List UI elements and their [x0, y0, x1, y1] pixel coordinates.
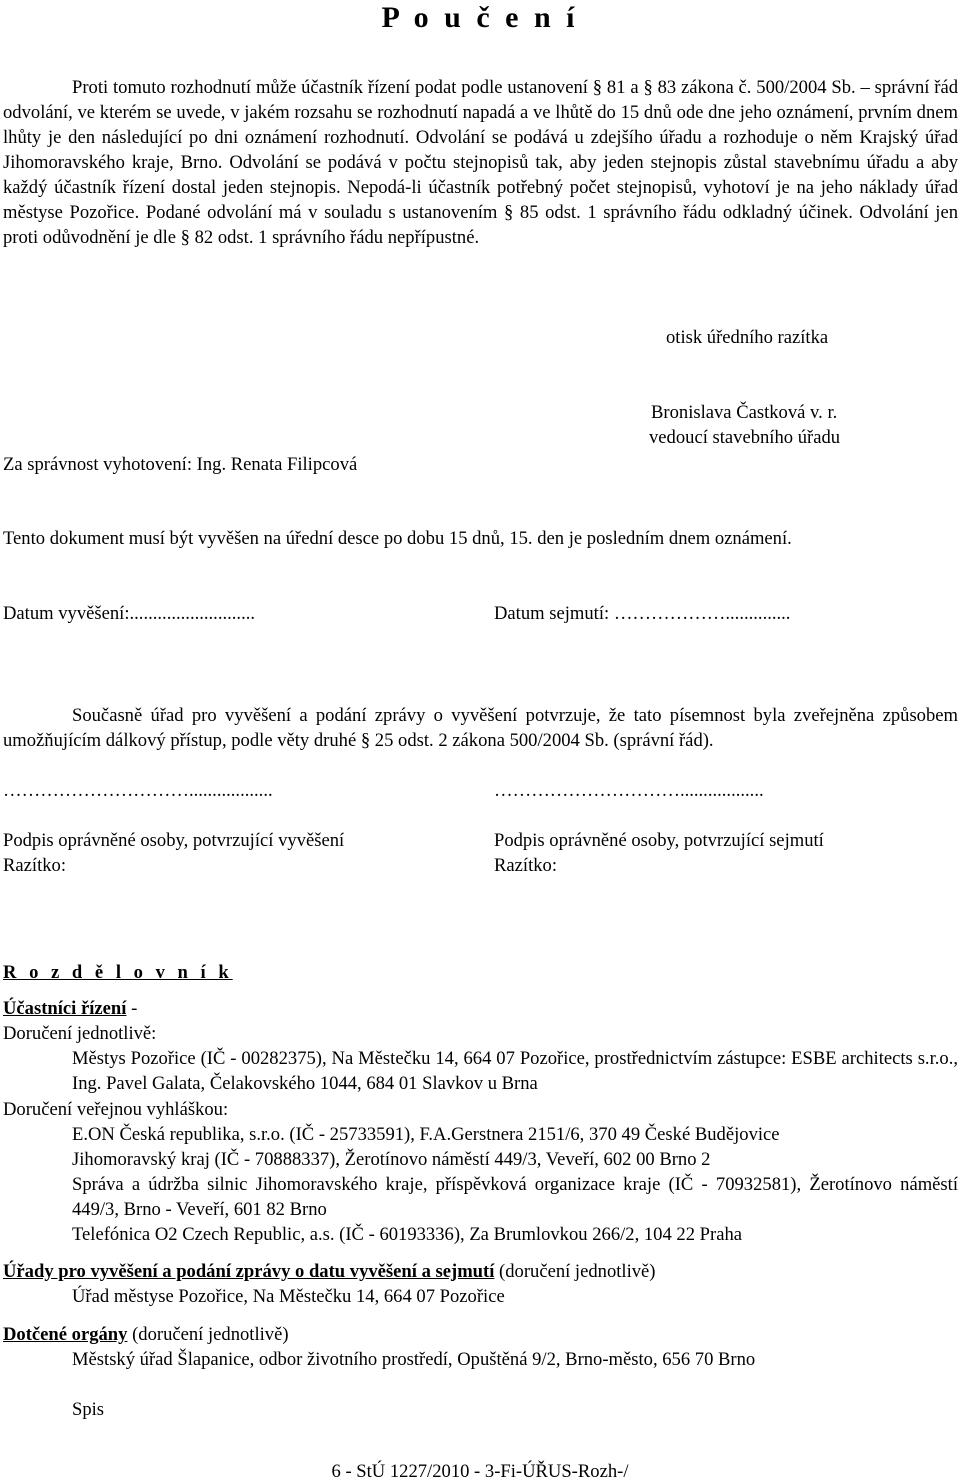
stamp-label-right: Razítko:	[494, 855, 557, 876]
page-footer: 6 - StÚ 1227/2010 - 3-Fi-ÚŘUS-Rozh-/	[331, 1461, 629, 1482]
signature-dots-right: …………………………..................	[494, 780, 764, 801]
public-recipient: Správa a údržba silnic Jihomoravského kraje, příspěvková organizace kraje (IČ - 70932581), Žerotínovo náměstí 449/3, Brno - Veveří, 601 82 Brno	[72, 1174, 958, 1220]
page-title: P o u č e n í	[381, 1, 579, 34]
file-copy: Spis	[72, 1399, 105, 1420]
offices-note: (doručení jednotlivě)	[494, 1261, 656, 1282]
public-recipient: E.ON Česká republika, s.r.o. (IČ - 25733591), F.A.Gerstnera 2151/6, 370 49 České Budějovice	[72, 1124, 780, 1145]
offices-heading-line	[3, 1259, 655, 1284]
stamp-label-left: Razítko:	[3, 855, 66, 876]
removed-date-field: Datum sejmutí: ………………..............	[494, 603, 791, 624]
confirmation-block	[3, 703, 958, 753]
offices-heading: Úřady pro vyvěšení a podání zprávy o datu vyvěšení a sejmutí	[3, 1261, 495, 1282]
public-recipient: Jihomoravský kraj (IČ - 70888337), Žerotínovo náměstí 449/3, Veveří, 602 00 Brno 2	[72, 1149, 711, 1170]
individual-recipient: Městys Pozořice (IČ - 00282375), Na Městečku 14, 664 07 Pozořice, prostřednictvím zástupce: ESBE architects s.r.o., Ing. Pavel Galata, Čelakovského 1044, 684 01 Slavkov u Brna	[72, 1048, 958, 1094]
authorities-heading-line	[3, 1322, 289, 1347]
public-recipient: Telefónica O2 Czech Republic, a.s. (IČ - 60193336), Za Brumlovkou 266/2, 104 22 Praha	[72, 1224, 742, 1245]
public-delivery-label: Doručení veřejnou vyhláškou:	[3, 1099, 229, 1120]
individual-delivery-label: Doručení jednotlivě:	[3, 1023, 157, 1044]
participants-suffix: -	[126, 998, 138, 1019]
distribution-heading: R o z d ě l o v n í k	[3, 962, 233, 983]
signature-dots-left: …………………………..................	[3, 780, 273, 801]
correctness-line: Za správnost vyhotovení: Ing. Renata Filipcová	[3, 454, 358, 475]
signatory-role: vedoucí stavebního úřadu	[649, 427, 841, 448]
posted-date-field: Datum vyvěšení:...........................	[3, 603, 256, 624]
authorities-note: (doručení jednotlivě)	[127, 1324, 289, 1345]
notice-board-text: Tento dokument musí být vyvěšen na úřední desce po dobu 15 dnů, 15. den je posledním dnem oznámení.	[3, 528, 792, 549]
stamp-label: otisk úředního razítka	[666, 327, 829, 348]
appeal-paragraph: Proti tomuto rozhodnutí může účastník řízení podat podle ustanovení § 81 a § 83 zákona č. 500/2004 Sb. – správní řád odvolání, ve kterém se uvede, v jakém rozsahu se rozhodnutí napadá a ve lhůtě do 15 dnů ode dne jeho oznámení, prvním dnem lhůty je den následující po dni oznámení rozhodnutí. Odvolání se podává u zdejšího úřadu a rozhoduje o něm Krajský úřad Jihomoravského kraje, Brno. Odvolání se podává v počtu stejnopisů tak, aby jeden stejnopis zůstal stavebnímu úřadu a aby každý účastník řízení dostal jeden stejnopis. Nepodá-li účastník potřebný počet stejnopisů, vyhotoví je na jeho náklady úřad městyse Pozořice. Podané odvolání má v souladu s ustanovením § 85 odst. 1 správního řádu odkladný účinek. Odvolání jen proti odůvodnění je dle § 82 odst. 1 správního řádu nepřípustné.	[3, 77, 958, 248]
authorities-heading: Dotčené orgány	[3, 1324, 128, 1345]
signature-label-right: Podpis oprávněné osoby, potvrzující sejmutí	[494, 830, 824, 851]
signatory-name: Bronislava Častková v. r.	[651, 402, 838, 423]
participants-heading: Účastníci řízení	[3, 998, 127, 1019]
appeal-instructions	[3, 75, 958, 250]
signature-label-left: Podpis oprávněné osoby, potvrzující vyvěšení	[3, 830, 345, 851]
office-recipient: Úřad městyse Pozořice, Na Městečku 14, 664 07 Pozořice	[72, 1286, 505, 1307]
confirmation-paragraph: Současně úřad pro vyvěšení a podání zprávy o vyvěšení potvrzuje, že tato písemnost byla zveřejněna způsobem umožňujícím dálkový přístup, podle věty druhé § 25 odst. 2 zákona 500/2004 Sb. (správní řád).	[3, 705, 958, 751]
authority-recipient: Městský úřad Šlapanice, odbor životního prostředí, Opuštěná 9/2, Brno-město, 656 70 Brno	[72, 1349, 756, 1370]
participants-heading-line	[3, 996, 137, 1021]
